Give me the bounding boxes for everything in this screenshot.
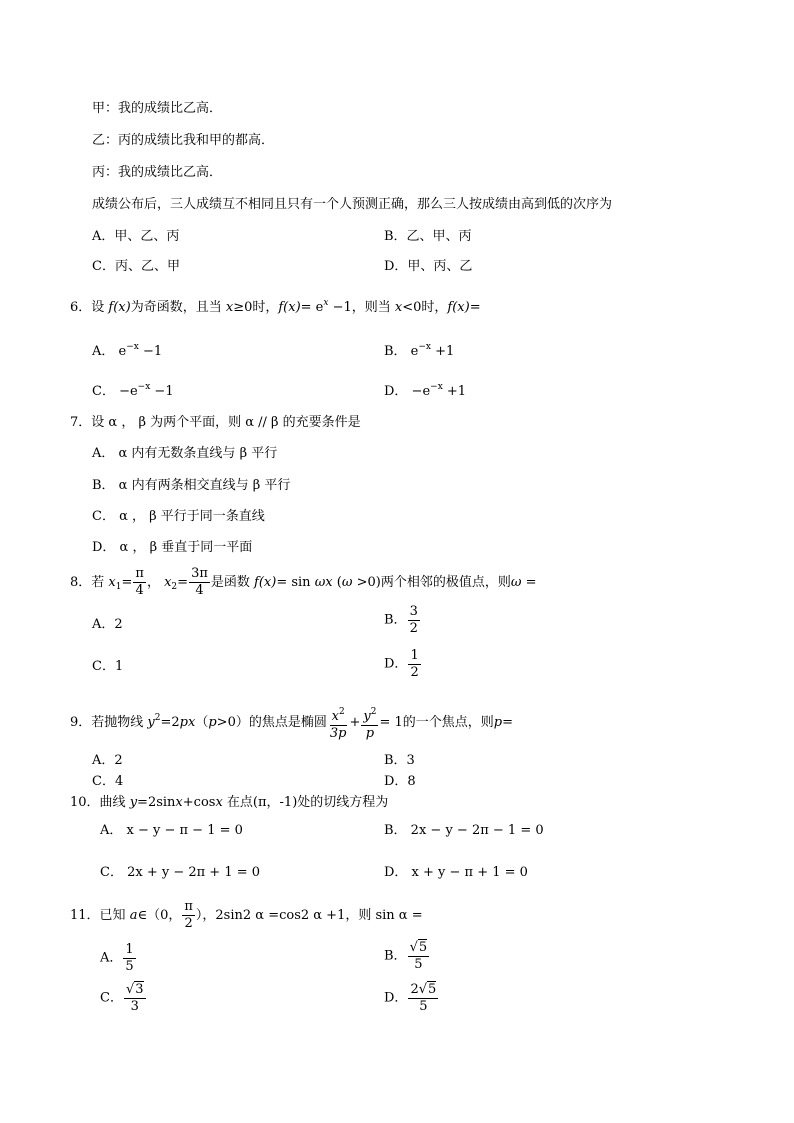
q8-option-b: B． $\frac{3}{2}$ [384, 604, 418, 636]
q5-option-a: A．甲、乙、丙 [92, 229, 180, 244]
q10-option-a: A． x − y − π − 1 = 0 [100, 823, 243, 838]
q7-stem: 7．设 α ， β 为两个平面，则 α // β 的充要条件是 [70, 415, 361, 430]
statement-result: 成绩公布后，三人成绩互不相同且只有一个人预测正确，那么三人按成绩由高到低的次序为 [92, 197, 613, 212]
q8-stem: 8．若 $x_1=$ $\frac{\pi}{4}$ ， $x_2=$ $\frac{3\pi}{4}$ 是函数 f(x)= sin ωx (ω >0)两个相邻的极值点，则ω = [70, 566, 537, 598]
q9-option-a: A．2 [92, 753, 123, 768]
q9-frac-y2: $\frac{y^2}{p}$ [361, 704, 378, 742]
q10-option-d: D． x + y − π + 1 = 0 [384, 865, 528, 880]
statement-jia: 甲：我的成绩比乙高． [92, 101, 223, 116]
q7-option-a: A． α 内有无数条直线与 β 平行 [92, 446, 278, 461]
q11-frac-pi-2: $\frac{\pi}{2}$ [184, 899, 193, 931]
q8-option-c: C．1 [92, 659, 124, 674]
q11-stem: 11．已知 a∈（0， $\frac{\pi}{2}$ ），2sin2 α =cos2 α +1，则 sin α = [70, 899, 423, 931]
q6-option-d: D． $-e^{-x} +1$ [384, 382, 467, 399]
statement-bing: 丙：我的成绩比乙高． [92, 165, 223, 180]
q5-option-c: C．丙、乙、甲 [92, 259, 180, 274]
q5-option-b: B．乙、甲、丙 [384, 229, 472, 244]
q9-option-d: D．8 [384, 774, 416, 789]
q11-option-d: D． $\frac{2√5}{5}$ [384, 982, 437, 1014]
q7-option-d: D． α ， β 垂直于同一平面 [92, 540, 253, 555]
q11-option-c: C． $\frac{√3}{3}$ [100, 982, 144, 1014]
q6-option-a: A． $e^{-x} -1$ [92, 342, 163, 359]
q8-option-a: A．2 [92, 617, 123, 632]
q7-option-b: B． α 内有两条相交直线与 β 平行 [92, 478, 291, 493]
q6-stem: 6．设 f(x)为奇函数，且当 x≥0时，$f(x)= e^x -1$，则当 x<0时，f(x)= [70, 298, 481, 315]
q8-frac-pi-4: $\frac{\pi}{4}$ [135, 566, 144, 598]
q10-option-b: B． 2x − y − 2π − 1 = 0 [384, 823, 544, 838]
q10-option-c: C． 2x + y − 2π + 1 = 0 [100, 865, 261, 880]
q8-option-d: D． $\frac{1}{2}$ [384, 648, 419, 680]
q9-stem: 9．若抛物线 $y^2=2px(p>0)$的焦点是椭圆 $\frac{x^2}{3p}$ + $\frac{y^2}{p}$ = 1的一个焦点，则p= [70, 700, 513, 742]
q10-stem: 10．曲线 y=2sinx+cosx 在点(π，-1)处的切线方程为 [70, 795, 389, 810]
q8-frac-3pi-4: $\frac{3\pi}{4}$ [191, 566, 208, 598]
q9-frac-x2: $\frac{x^2}{3p}$ [328, 704, 349, 742]
statement-yi: 乙：丙的成绩比我和甲的都高． [92, 133, 275, 148]
q6-option-b: B． $e^{-x} +1$ [384, 342, 455, 359]
q7-option-c: C． α ， β 平行于同一条直线 [92, 509, 265, 524]
q6-option-c: C． $-e^{-x} -1$ [92, 382, 174, 399]
q9-option-b: B．3 [384, 753, 415, 768]
q5-option-d: D．甲、丙、乙 [384, 259, 473, 274]
q9-option-c: C．4 [92, 774, 124, 789]
q11-option-a: A． $\frac{1}{5}$ [100, 942, 134, 974]
q11-option-b: B． $\frac{√5}{5}$ [384, 940, 428, 972]
